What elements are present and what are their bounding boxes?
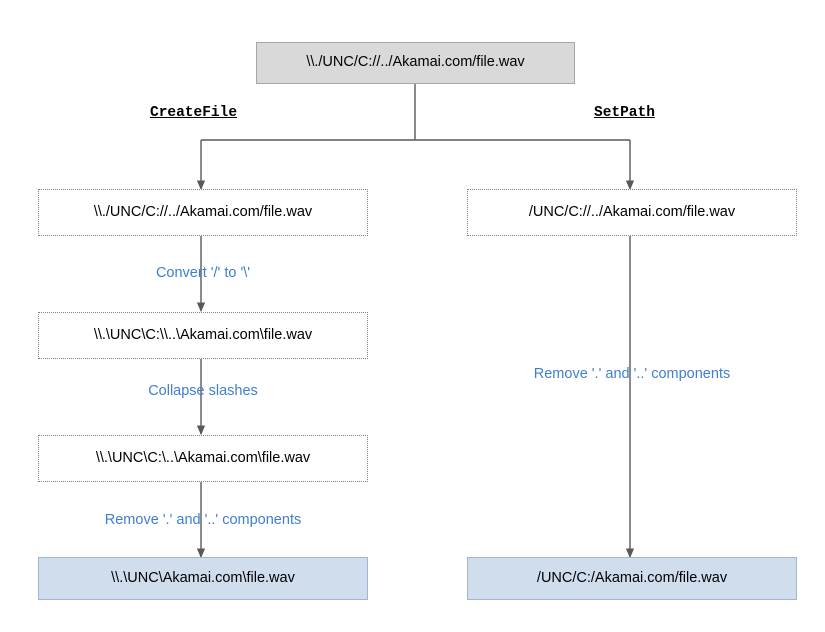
right-result-label: /UNC/C:/Akamai.com/file.wav — [536, 569, 728, 586]
left-step-2 — [38, 312, 368, 359]
left-step-3-label: \\.\UNC\C:\..\Akamai.com\file.wav — [95, 449, 311, 466]
left-step-1 — [38, 189, 368, 236]
left-step-2-label: \\.\UNC\C:\\..\Akamai.com\file.wav — [93, 326, 313, 343]
left-operation-2: Collapse slashes — [148, 383, 258, 399]
root-node — [256, 42, 575, 84]
branch-label-setpath: SetPath — [594, 105, 655, 121]
left-operation-3: Remove '.' and '..' components — [104, 512, 302, 528]
right-step-1-label: /UNC/C://../Akamai.com/file.wav — [528, 203, 736, 220]
left-step-3 — [38, 435, 368, 482]
branch-label-createfile: CreateFile — [150, 105, 238, 121]
left-operation-1: Convert '/' to '\' — [155, 265, 251, 281]
root-node-label: \\./UNC/C://../Akamai.com/file.wav — [306, 54, 525, 71]
right-result-node — [467, 557, 797, 600]
left-step-1-label: \\./UNC/C://../Akamai.com/file.wav — [93, 203, 313, 220]
left-result-node — [38, 557, 368, 600]
right-step-1 — [467, 189, 797, 236]
right-operation-1: Remove '.' and '..' components — [533, 366, 731, 382]
left-result-label: \\.\UNC\Akamai.com\file.wav — [111, 569, 295, 586]
